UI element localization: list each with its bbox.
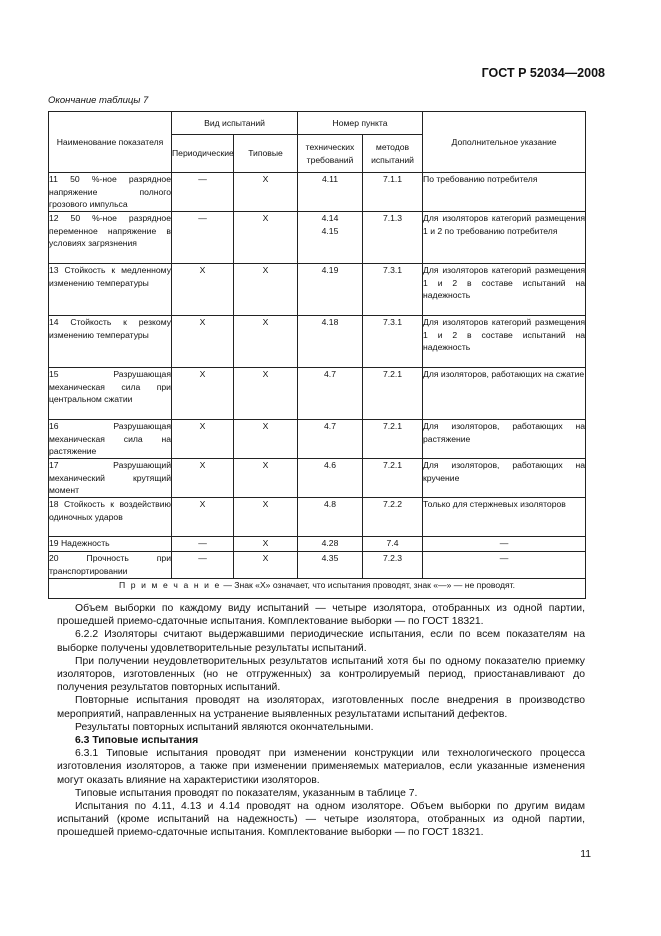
row-note: —: [423, 552, 586, 579]
row-typical: Х: [234, 264, 298, 316]
row-typical: Х: [234, 552, 298, 579]
row-methods: 7.1.3: [363, 212, 423, 264]
row-tech: 4.6: [298, 459, 363, 498]
table-caption: Окончание таблицы 7: [48, 95, 149, 106]
col-header-name: Наименование показателя: [49, 112, 172, 173]
row-typical: Х: [234, 459, 298, 498]
footnote-text: — Знак «Х» означает, что испытания проводят, знак «—» — не проводят.: [220, 580, 515, 590]
row-methods: 7.1.1: [363, 173, 423, 212]
row-methods: 7.3.1: [363, 316, 423, 368]
table-row: [49, 537, 586, 552]
row-typical: Х: [234, 498, 298, 537]
row-name: 13 Стойкость к медленному изменению температуры: [49, 264, 172, 316]
document-id: ГОСТ Р 52034—2008: [481, 66, 605, 80]
paragraph: Испытания по 4.11, 4.13 и 4.14 проводят на одном изоляторе. Объем выборки по другим видам испытаний (кроме испытаний на надежность) — четыре изолятора, отобранных из одной партии, прошедшей приемо-сдаточные испытания. Комплектование выборки — по ГОСТ 18321.: [57, 801, 585, 839]
table-row: [49, 264, 586, 316]
row-tech: 4.14 4.15: [298, 212, 363, 264]
page-number: 11: [580, 849, 591, 860]
paragraph: Объем выборки по каждому виду испытаний — четыре изолятора, отобранных из одной партии, прошедшей приемо-сдаточные испытания. Комплектование выборки — по ГОСТ 18321.: [57, 603, 585, 628]
row-tech: 4.7: [298, 420, 363, 459]
col-header-tech: технических требований: [298, 135, 363, 173]
paragraph: Типовые испытания проводят по показателям, указанным в таблице 7.: [75, 787, 418, 799]
table-row: [49, 173, 586, 212]
row-periodic: Х: [172, 316, 234, 368]
row-periodic: Х: [172, 459, 234, 498]
row-typical: Х: [234, 537, 298, 552]
row-note: По требованию потребителя: [423, 173, 586, 212]
row-tech: 4.18: [298, 316, 363, 368]
row-note: Для изоляторов, работающих на кручение: [423, 459, 586, 498]
table-footnote: [49, 579, 586, 599]
paragraph: 6.3.1 Типовые испытания проводят при изменении конструкции или технологического процесса изготовления изоляторов, а также при изменении применяемых материалов, если указанные изменения могут оказать влияние на характеристики изоляторов.: [57, 748, 585, 786]
row-methods: 7.4: [363, 537, 423, 552]
col-header-type-group: Вид испытаний: [172, 112, 298, 135]
row-periodic: —: [172, 173, 234, 212]
footnote-label: П р и м е ч а н и е: [119, 580, 221, 590]
row-name: 16 Разрушающая механическая сила на растяжение: [49, 420, 172, 459]
row-methods: 7.2.1: [363, 459, 423, 498]
table-row: [49, 420, 586, 459]
row-name: 14 Стойкость к резкому изменению температуры: [49, 316, 172, 368]
col-header-note: Дополнительное указание: [423, 112, 586, 173]
row-periodic: —: [172, 537, 234, 552]
row-tech: 4.28: [298, 537, 363, 552]
row-methods: 7.2.2: [363, 498, 423, 537]
row-methods: 7.2.1: [363, 368, 423, 420]
row-tech: 4.8: [298, 498, 363, 537]
row-name: 20 Прочность при транспортировании: [49, 552, 172, 579]
row-name: 11 50 %-ное разрядное напряжение полного грозового импульса: [49, 173, 172, 212]
col-header-periodic: Периодические: [172, 135, 234, 173]
row-periodic: Х: [172, 264, 234, 316]
body-text: [57, 602, 585, 840]
row-periodic: —: [172, 552, 234, 579]
col-header-typical: Типовые: [234, 135, 298, 173]
paragraph: При получении неудовлетворительных результатов испытаний хотя бы по одному показателю приемку изоляторов, изготовленных (но не отгруженных) за контролируемый период, приостанавливают до получения результатов повторных испытаний.: [57, 655, 585, 694]
row-periodic: —: [172, 212, 234, 264]
row-note: Для изоляторов, работающих на растяжение: [423, 420, 586, 459]
row-tech: 4.19: [298, 264, 363, 316]
table-row: [49, 212, 586, 264]
paragraph: Повторные испытания проводят на изоляторах, изготовленных после внедрения в производство мероприятий, направленных на устранение выявленных результатами испытаний дефектов.: [57, 695, 585, 720]
row-typical: Х: [234, 212, 298, 264]
table-row: [49, 459, 586, 498]
row-note: —: [423, 537, 586, 552]
row-typical: Х: [234, 173, 298, 212]
row-name: 19 Надежность: [49, 537, 172, 552]
row-tech: 4.35: [298, 552, 363, 579]
section-heading: 6.3 Типовые испытания: [75, 735, 199, 747]
row-periodic: Х: [172, 420, 234, 459]
row-name: 18 Стойкость к воздействию одиночных ударов: [49, 498, 172, 537]
col-header-methods: методов испытаний: [363, 135, 423, 173]
row-note: Для изоляторов категорий размещения 1 и 2 в составе испытаний на надежность: [423, 316, 586, 368]
row-note: Для изоляторов, работающих на сжатие: [423, 368, 586, 420]
tests-table: [48, 111, 586, 599]
row-name: 15 Разрушающая механическая сила при центральном сжатии: [49, 368, 172, 420]
row-periodic: Х: [172, 498, 234, 537]
paragraph: Результаты повторных испытаний являются окончательными.: [75, 721, 374, 733]
row-note: Для изоляторов категорий размещения 1 и 2 в составе испытаний на надежность: [423, 264, 586, 316]
table-row: [49, 498, 586, 537]
row-note: Для изоляторов категорий размещения 1 и 2 по требованию потребителя: [423, 212, 586, 264]
row-note: Только для стержневых изоляторов: [423, 498, 586, 537]
table-footnote-row: [49, 579, 586, 599]
row-name: 17 Разрушающий механический крутящий момент: [49, 459, 172, 498]
row-name: 12 50 %-ное разрядное переменное напряжение в условиях загрязнения: [49, 212, 172, 264]
table-row: [49, 552, 586, 579]
row-methods: 7.2.3: [363, 552, 423, 579]
row-typical: Х: [234, 316, 298, 368]
row-typical: Х: [234, 368, 298, 420]
row-periodic: Х: [172, 368, 234, 420]
row-typical: Х: [234, 420, 298, 459]
row-methods: 7.2.1: [363, 420, 423, 459]
col-header-clause-group: Номер пункта: [298, 112, 423, 135]
paragraph: 6.2.2 Изоляторы считают выдержавшими периодические испытания, если по всем показателям на выборке получены удовлетворительные результаты испытаний.: [57, 629, 585, 654]
table-row: [49, 368, 586, 420]
row-methods: 7.3.1: [363, 264, 423, 316]
row-tech: 4.7: [298, 368, 363, 420]
table-row: [49, 316, 586, 368]
row-tech: 4.11: [298, 173, 363, 212]
